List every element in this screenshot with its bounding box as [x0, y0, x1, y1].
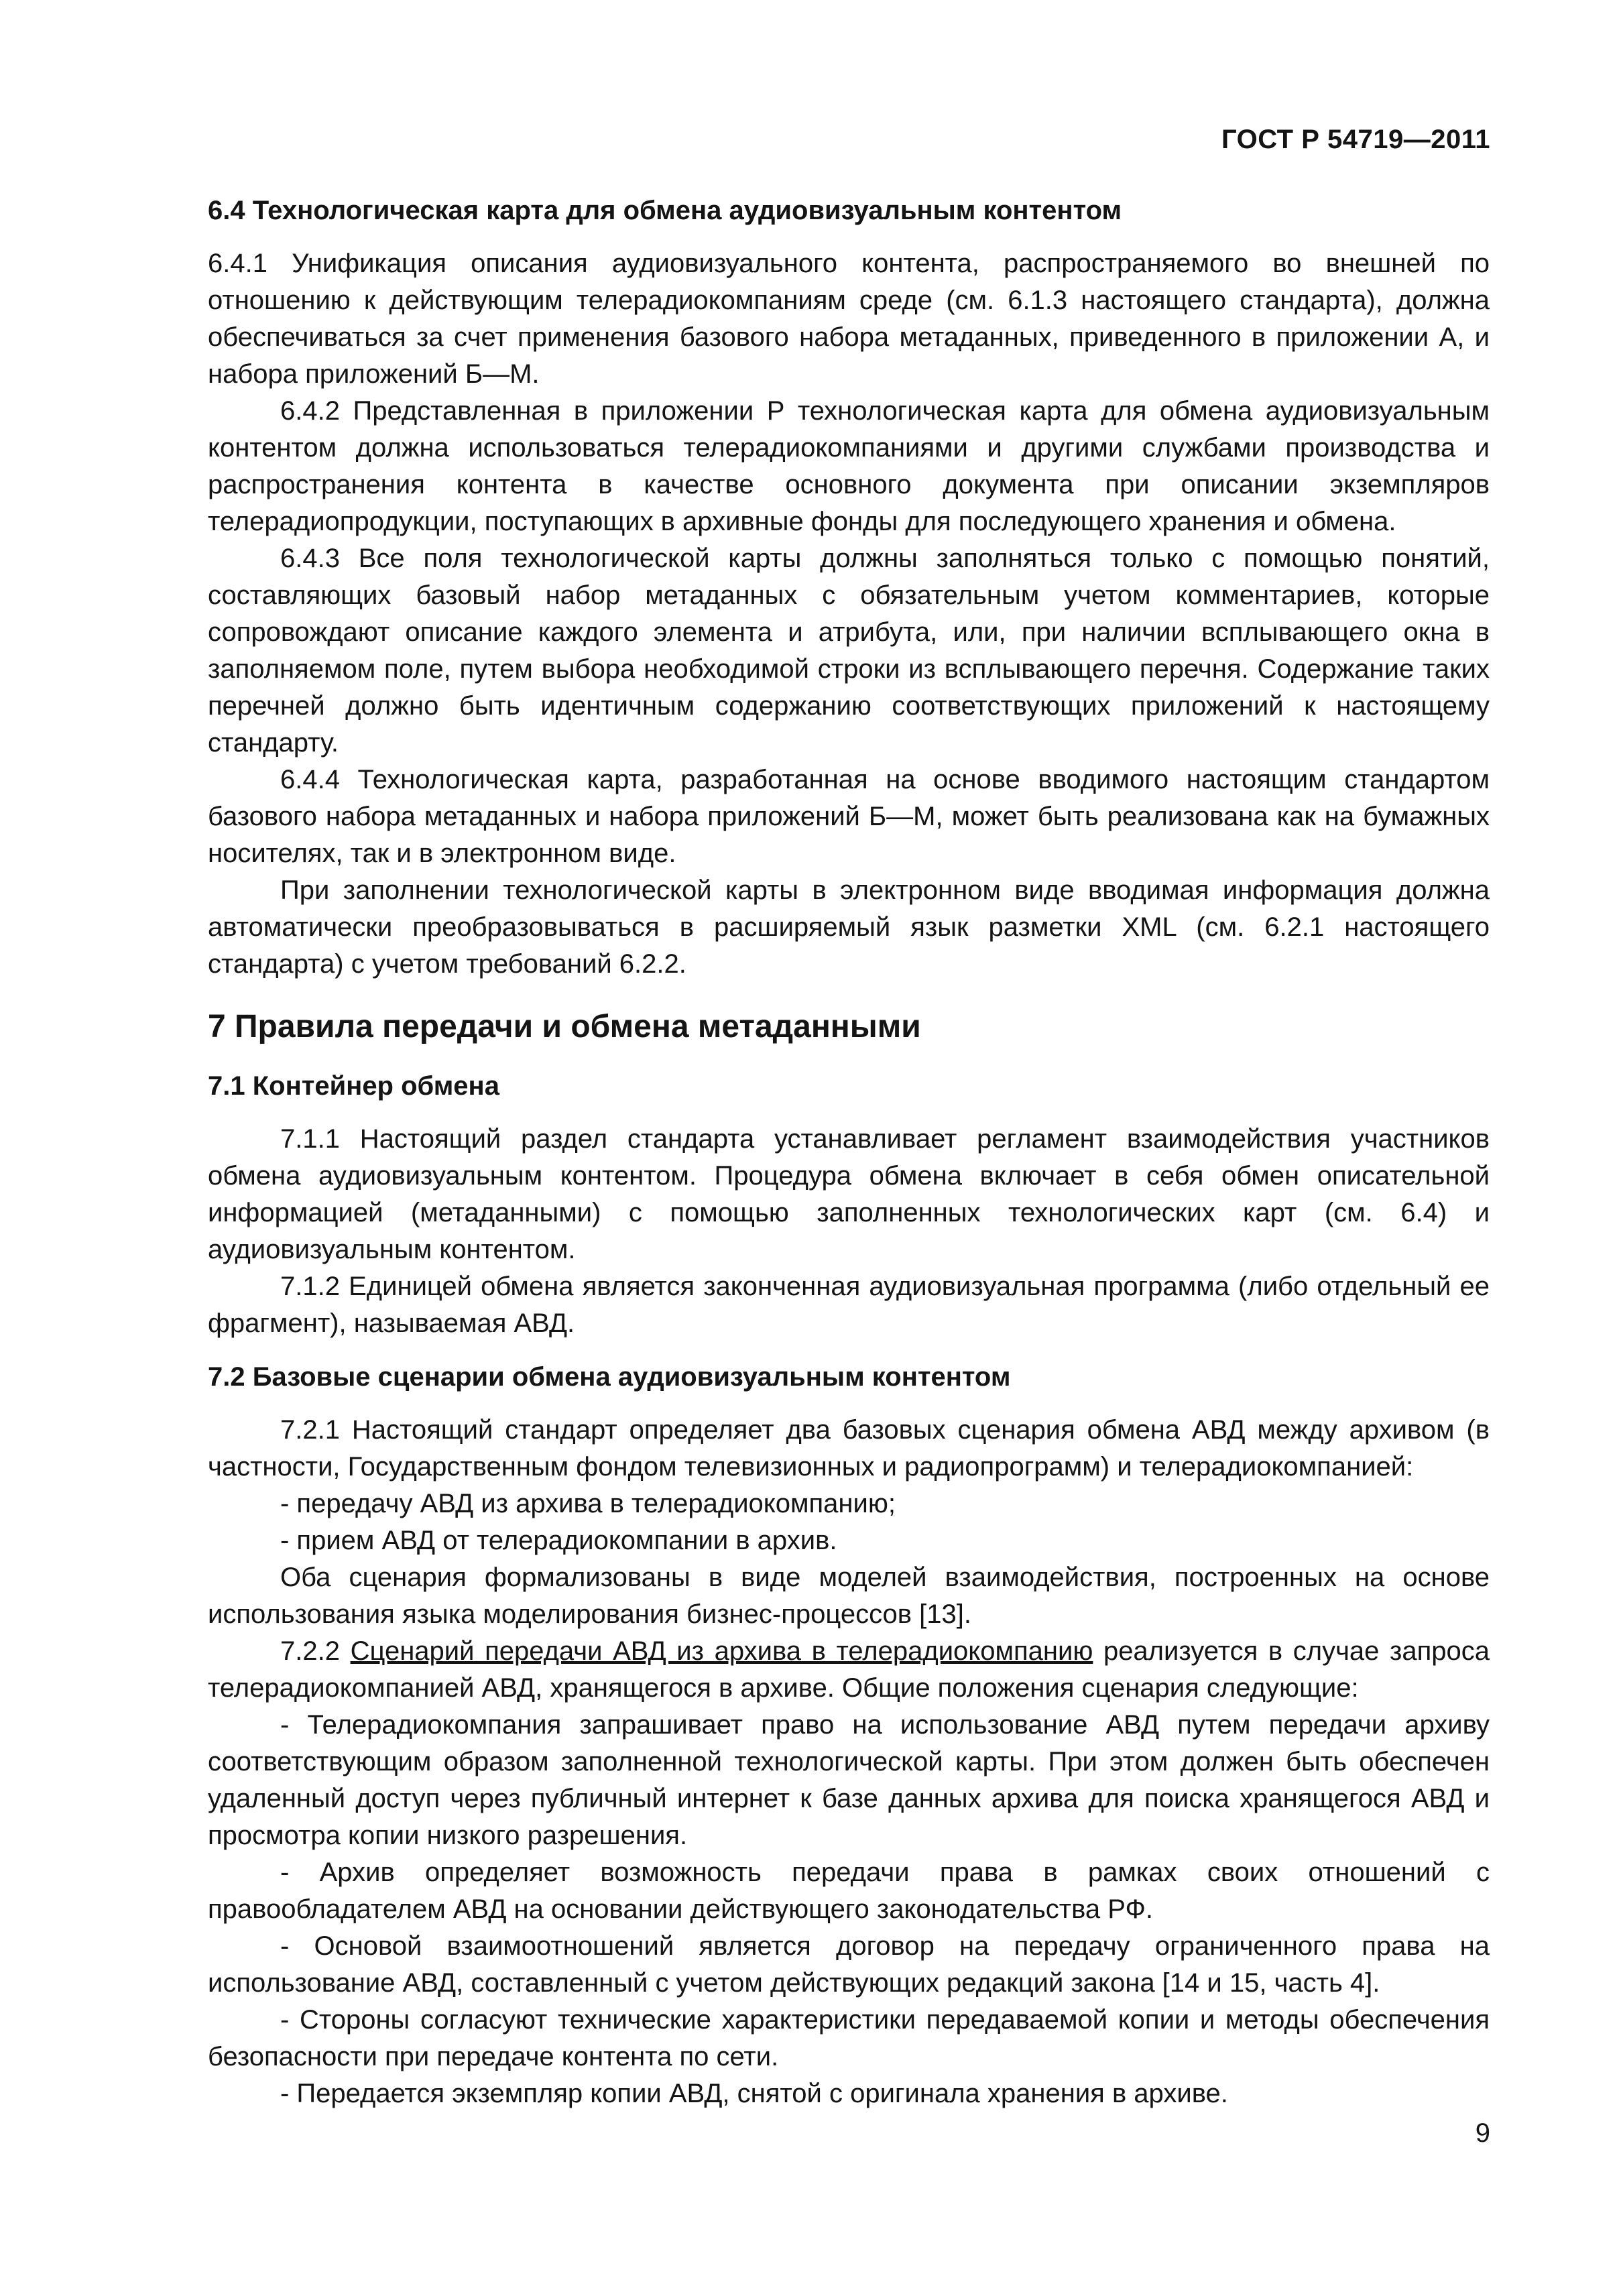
paragraph-6-4-1: [208, 245, 1490, 393]
page-content: [208, 193, 1490, 2112]
list-item-receive: - прием АВД от телерадиокомпании в архив.: [280, 1526, 837, 1555]
paragraph-6-4-3: 6.4.3 Все поля технологической карты должны заполняться только с помощью понятий, составляющих базовый набор метаданных с обязательным учетом комментариев, которые сопровождают описание каждого элемента и атрибута, или, при наличии всплывающего окна в заполняемом поле, путем выбора необходимой строки из всплывающего перечня. Содержание таких перечней должно быть идентичным содержанию соответствующих приложений к настоящему стандарту.: [208, 544, 1490, 758]
paragraph-6-4-2: 6.4.2 Представленная в приложении Р технологическая карта для обмена аудиовизуальным контентом должна использоваться телерадиокомпаниями и другими службами производства и распространения контента в качестве основного документа при описании экземпляров телерадиопродукции, поступающих в архивные фонды для последующего хранения и обмена.: [208, 396, 1490, 536]
spacer: [208, 1342, 1490, 1360]
paragraph-xml-conversion: При заполнении технологической карты в электронном виде вводимая информация должна автоматически преобразовываться в расширяемый язык разметки XML (см. 6.2.1 настоящего стандарта) с учетом требований 6.2.2.: [208, 875, 1490, 979]
paragraph-number: 7.2.2: [280, 1636, 351, 1666]
section-7-1-title: 7.1 Контейнер обмена: [208, 1071, 499, 1101]
list-item-transfer: - передачу АВД из архива в телерадиокомпанию;: [280, 1489, 896, 1518]
bullet-request-right: - Телерадиокомпания запрашивает право на использование АВД путем передачи архиву соответствующим образом заполненной технологической карты. При этом должен быть обеспечен удаленный доступ через публичный интернет к базе данных архива для поиска хранящегося АВД и просмотра копии низкого разрешения.: [208, 1710, 1490, 1850]
paragraph-7-2-2: [208, 1633, 1490, 1707]
paragraph-text: 6.4.1 Унификация описания аудиовизуального контента, распространяемого во внешней по отношению к действующим телерадиокомпаниям среде (см. 6.1.3 настоящего стандарта), должна обеспечиваться за счет применения базового набора метаданных, приведенного в приложении А, и набора приложений Б—М.: [208, 249, 1490, 389]
bullet-copy-transfer: - Передается экземпляр копии АВД, снятой с оригинала хранения в архиве.: [280, 2079, 1228, 2108]
paragraph-7-1-2: 7.1.2 Единицей обмена является законченная аудиовизуальная программа (либо отдельный ее фрагмент), называемая АВД.: [208, 1272, 1490, 1338]
section-6-4-title: 6.4 Технологическая карта для обмена аудиовизуальным контентом: [208, 196, 1122, 225]
paragraph-scenarios-formalized: Оба сценария формализованы в виде моделей взаимодействия, построенных на основе использования языка моделирования бизнес-процессов [13].: [208, 1563, 1490, 1629]
section-7-2-title: 7.2 Базовые сценарии обмена аудиовизуальным контентом: [208, 1362, 1011, 1392]
paragraph-7-1-1: 7.1.1 Настоящий раздел стандарта устанавливает регламент взаимодействия участников обмена аудиовизуальным контентом. Процедура обмена включает в себя обмен описательной информацией (метаданными) с помощью заполненных технологических карт (см. 6.4) и аудиовизуальным контентом.: [208, 1124, 1490, 1264]
section-7-title: 7 Правила передачи и обмена метаданными: [208, 1009, 921, 1044]
scenario-link[interactable]: Сценарий передачи АВД из архива в телерадиокомпанию: [350, 1636, 1093, 1666]
bullet-contract: - Основой взаимоотношений является договор на передачу ограниченного права на использование АВД, составленный с учетом действующих редакций закона [14 и 15, часть 4].: [208, 1931, 1490, 1998]
paragraph-6-4-4: 6.4.4 Технологическая карта, разработанная на основе вводимого настоящим стандартом базового набора метаданных и набора приложений Б—М, может быть реализована как на бумажных носителях, так и в электронном виде.: [208, 765, 1490, 868]
page-number: 9: [1475, 2118, 1490, 2148]
paragraph-rest: реализуется в случае запроса телерадиокомпанией АВД, хранящегося в архиве. Общие положения сценария следующие:: [208, 1636, 1490, 1703]
bullet-technical-characteristics: - Стороны согласуют технические характеристики передаваемой копии и методы обеспечения безопасности при передаче контента по сети.: [208, 2005, 1490, 2071]
document-header-id: ГОСТ Р 54719—2011: [1221, 125, 1490, 154]
paragraph-7-2-1: 7.2.1 Настоящий стандарт определяет два базовых сценария обмена АВД между архивом (в частности, Государственным фондом телевизионных и радиопрограмм) и телерадиокомпанией:: [208, 1415, 1490, 1482]
bullet-archive-determines: - Архив определяет возможность передачи права в рамках своих отношений с правообладателем АВД на основании действующего законодательства РФ.: [208, 1858, 1490, 1924]
